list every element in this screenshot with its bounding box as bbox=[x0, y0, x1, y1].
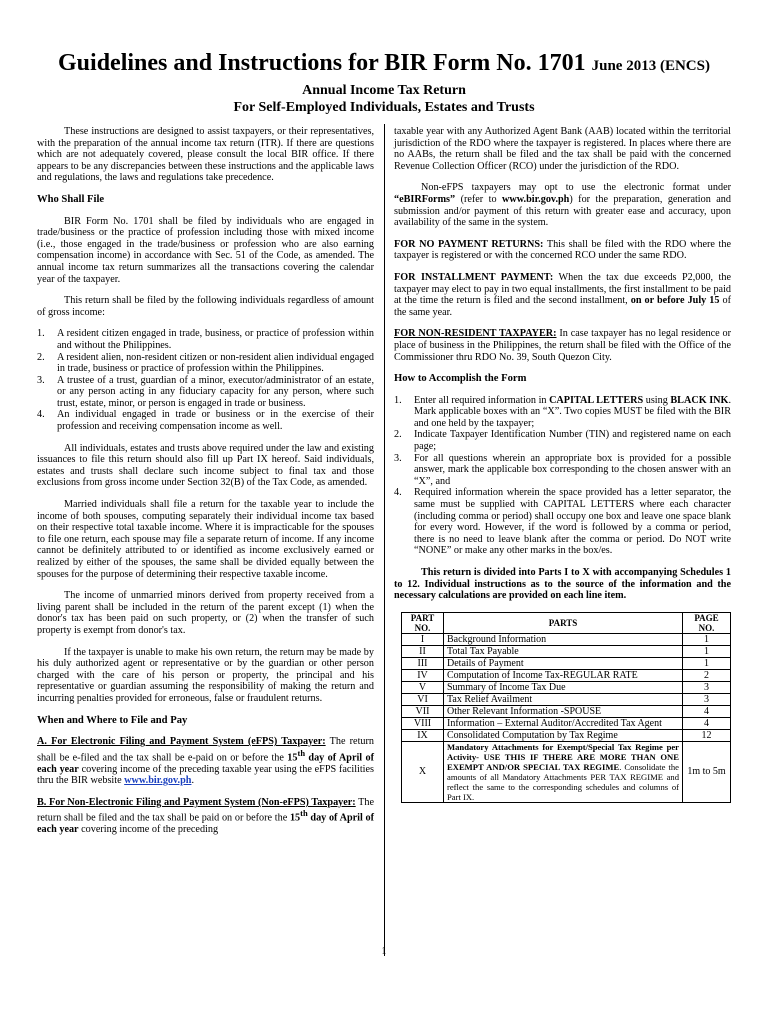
list-item: 3. A trustee of a trust, guardian of a minor, executor/administrator of an estate, or any person acting in any fiduciary capacity for any person, where such trust, estate, minor, or person is engaged in trade or business. bbox=[37, 374, 374, 409]
paragraph-who-1: BIR Form No. 1701 shall be filed by individuals who are engaged in trade/business or the practice of profession including those with mixed income (i.e., those engaged in the trade/business or profession who are also earning compensation income) in accordance with Sec. 51 of the Code, as amended. The annual income tax return summarizes all the transactions covering the calendar year of the taxpayer. bbox=[37, 215, 374, 285]
table-row: IX Consolidated Computation by Tax Regime 12 bbox=[402, 729, 731, 741]
list-item: 1. Enter all required information in CAPITAL LETTERS using BLACK INK. Mark applicable boxes with an “X”. Two copies MUST be filed with the BIR and one held by the taxpayer; bbox=[394, 394, 731, 429]
filer-list bbox=[37, 328, 374, 432]
document-title: Guidelines and Instructions for BIR Form No. 1701 June 2013 (ENCS) bbox=[58, 50, 710, 76]
document-subtitle-2: For Self-Employed Individuals, Estates and Trusts bbox=[233, 100, 535, 115]
table-row: X Mandatory Attachments for Exempt/Special Tax Regime per Activity- USE THIS IF THERE ARE MORE THAN ONE EXEMPT AND/OR SPECIAL TAX REGIME. Consolidate the amounts of all Mandatory Attachments PER TAX REGIME and reflect the same to the corresponding schedules and columns of Part IX. 1m to 5m bbox=[402, 741, 731, 802]
paragraph-parts-intro: This return is divided into Parts I to X with accompanying Schedules 1 to 12. Individual instructions as to the source of the information and the necessary calculations are provided on each line item. bbox=[394, 567, 731, 602]
paragraph-minors: The income of unmarried minors derived from property received from a living parent shall be included in the return of the parent except (1) when the donor's tax has been paid on such property, or (2) when the transfer of such property is exempt from donor's tax. bbox=[37, 590, 374, 636]
list-item: 3. For all questions wherein an appropriate box is provided for a possible answer, mark the applicable box corresponding to the chosen answer with an “X”, and bbox=[394, 452, 731, 487]
table-row: VII Other Relevant Information -SPOUSE 4 bbox=[402, 705, 731, 717]
paragraph-who-2: This return shall be filed by the following individuals regardless of amount of gross income: bbox=[37, 295, 374, 318]
table-row: IV Computation of Income Tax-REGULAR RATE 2 bbox=[402, 669, 731, 681]
column-divider bbox=[384, 124, 385, 956]
paragraph-all-individuals: All individuals, estates and trusts above required under the law and existing issuances to file this return should also fill up Part IX hereof. Said individuals, estates and trusts shall declare such income subject to final tax and those exclusions from gross income under Section 32(B) of the Tax Code, as amended. bbox=[37, 442, 374, 489]
list-item: 1. A resident citizen engaged in trade, business, or practice of profession within and without the Philippines. bbox=[37, 328, 374, 351]
parts-table bbox=[401, 612, 731, 803]
right-column bbox=[394, 126, 731, 803]
paragraph-unable: If the taxpayer is unable to make his own return, the return may be made by his duly authorized agent or representative or by the guardian or other person charged with the care of his person or property, the principal and his representative or guardian assuming the responsibility of making the return and incurring penalties provided for erroneous, false or fraudulent returns. bbox=[37, 646, 374, 704]
left-column bbox=[37, 126, 374, 846]
table-header-row bbox=[402, 612, 731, 633]
paragraph-no-payment: FOR NO PAYMENT RETURNS: This shall be filed with the RDO where the taxpayer is registered or with the concerned RCO under the same RDO. bbox=[394, 238, 732, 262]
table-row: I Background Information 1 bbox=[402, 633, 731, 645]
header-parts: PARTS bbox=[444, 612, 683, 633]
table-row: II Total Tax Payable 1 bbox=[402, 645, 731, 657]
paragraph-non-resident: FOR NON-RESIDENT TAXPAYER: In case taxpayer has no legal residence or place of business in the Philippines, the return shall be filed with the Office of the Commissioner thru RDO No. 39, South Quezon City. bbox=[394, 328, 731, 363]
paragraph-non-efps: B. For Non-Electronic Filing and Payment System (Non-eFPS) Taxpayer: The return shall be filed and the tax shall be paid on or before the 15th day of April of each year covering income of the preceding bbox=[37, 796, 374, 836]
bir-website-link[interactable]: www.bir.gov.ph bbox=[124, 775, 192, 787]
table-row: V Summary of Income Tax Due 3 bbox=[402, 681, 731, 693]
header-page-no: PAGE NO. bbox=[683, 612, 731, 633]
table-row: VIII Information – External Auditor/Accredited Tax Agent 4 bbox=[402, 717, 731, 729]
list-item: 2. A resident alien, non-resident citizen or non-resident alien individual engaged in trade, business or practice of profession within the Philippines. bbox=[37, 351, 374, 375]
list-item: 2. Indicate Taxpayer Identification Number (TIN) and registered name on each page; bbox=[394, 429, 731, 453]
heading-who-shall-file: Who Shall File bbox=[37, 193, 105, 205]
mandatory-attachments-cell: Mandatory Attachments for Exempt/Special Tax Regime per Activity- USE THIS IF THERE ARE MORE THAN ONE EXEMPT AND/OR SPECIAL TAX REGIME. Consolidate the amounts of all Mandatory Attachments PER TAX REGIME and reflect the same to the corresponding schedules and columns of Part IX. bbox=[444, 741, 683, 802]
paragraph-efps: A. For Electronic Filing and Payment System (eFPS) Taxpayer: The return shall be e-filed and the tax shall be e-paid on or before the 15th day of April of each year covering income of the preceding taxable year using the eFPS facilities thru the BIR website www.bir.gov.ph. bbox=[37, 736, 375, 787]
paragraph-ebirforms: Non-eFPS taxpayers may opt to use the electronic format under “eBIRForms” (refer to www.bir.gov.ph) for the preparation, generation and submission and/or payment of this return with greater ease and accuracy, upon availability of the same in the system. bbox=[394, 182, 731, 229]
table-row: III Details of Payment 1 bbox=[402, 657, 731, 669]
list-item: 4. An individual engaged in trade or business or in the exercise of their profession and receiving compensation income as well. bbox=[37, 409, 374, 433]
paragraph-married: Married individuals shall file a return for the taxable year to include the income of both spouses, computing separately their individual income tax based on their respective total taxable income. Where it is impracticable for the spouses to file one return, each spouse may file a separate return of income. If any income cannot be definitely attributed to or identified as income exclusively earned or realized by either of the spouses, the same shall be divided equally between the spouses for the purpose of determining their respective taxable income. bbox=[37, 499, 374, 580]
heading-when-where: When and Where to File and Pay bbox=[37, 714, 188, 726]
bir-website-text: www.bir.gov.ph bbox=[502, 193, 570, 205]
heading-how-to-accomplish: How to Accomplish the Form bbox=[394, 373, 527, 385]
page-number: 1 bbox=[381, 946, 387, 957]
document-subtitle: Annual Income Tax Return bbox=[302, 83, 466, 98]
paragraph-continued: taxable year with any Authorized Agent Bank (AAB) located within the territorial jurisdiction of the RDO where the taxpayer is registered. In places where there are no AABs, the return shall be filed and the tax shall be paid with the concerned Revenue Collection Officer (RCO) under the jurisdiction of the RDO. bbox=[394, 126, 731, 172]
paragraph-installment: FOR INSTALLMENT PAYMENT: When the tax due exceeds P2,000, the taxpayer may elect to pay in two equal installments, the first installment to be paid at the time the return is filed and the second installment, on or before July 15 of the same year. bbox=[394, 271, 731, 318]
intro-paragraph: These instructions are designed to assist taxpayers, or their representatives, with the preparation of the annual income tax return (ITR). If there are questions which are not adequately covered, please consult the local BIR office. If there appears to be any discrepancies between these instructions and the applicable laws and regulations, the laws and regulations take precedence. bbox=[37, 126, 374, 184]
how-list bbox=[394, 395, 731, 557]
form-edition: June 2013 (ENCS) bbox=[591, 58, 710, 74]
header-part-no: PART NO. bbox=[402, 612, 444, 633]
list-item: 4. Required information wherein the space provided has a letter separator, the same must be supplied with CAPITAL LETTERS where each character (including comma or period) shall occupy one box and leave one space blank for every word. However, if the word is followed by a comma or period, there is no need to leave blank after the comma or period. Do NOT write “NONE” or make any other marks in the box/es. bbox=[394, 487, 731, 557]
table-row: VI Tax Relief Availment 3 bbox=[402, 693, 731, 705]
